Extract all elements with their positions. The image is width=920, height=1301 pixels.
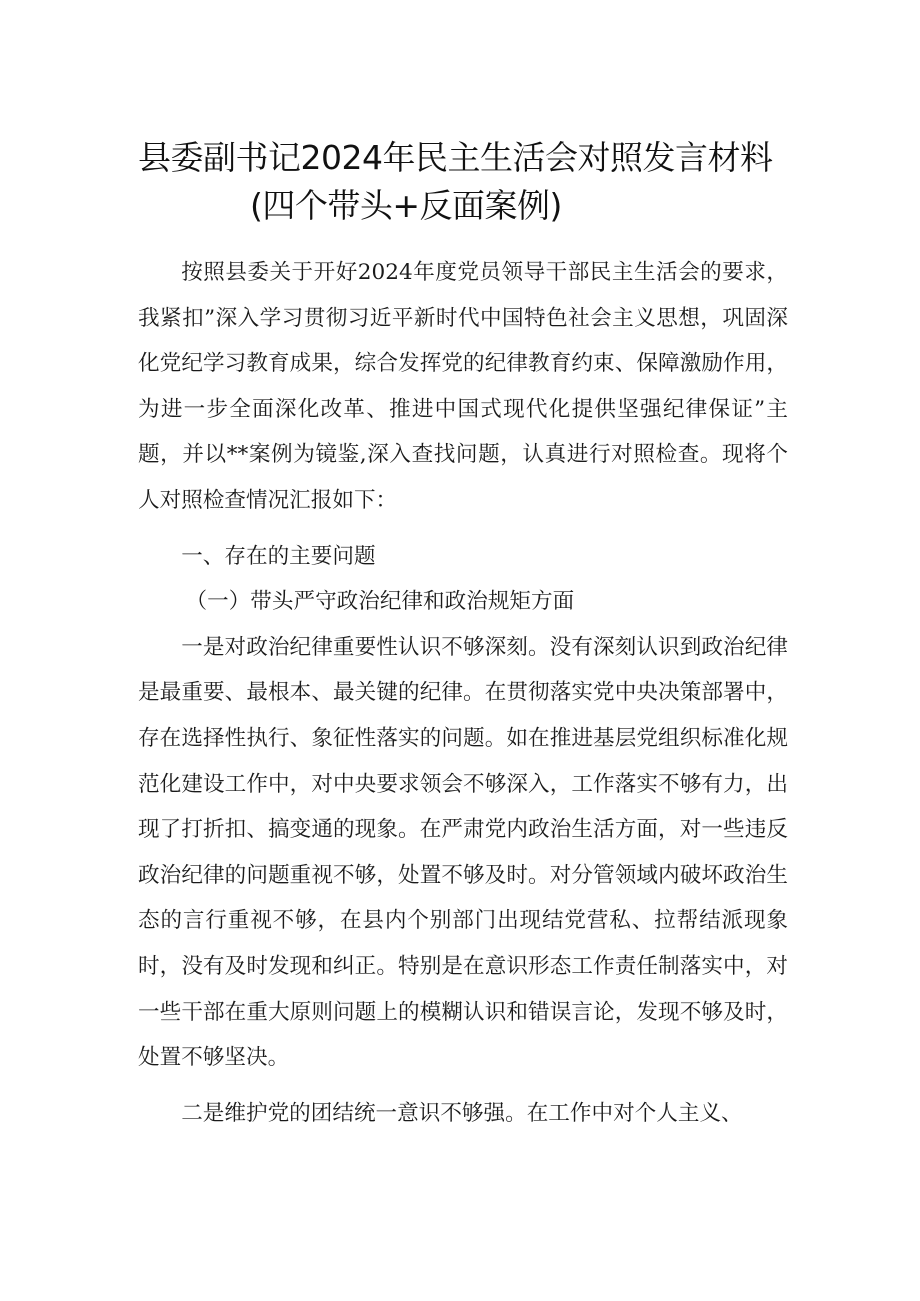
point-paragraph-1: 一是对政治纪律重要性认识不够深刻。没有深刻认识到政治纪律是最重要、最根本、最关键的纪律。在贯彻落实党中央决策部署中，存在选择性执行、象征性落实的问题。如在推进基层党组织标准化规范化建设工作中，对中央要求领会不够深入，工作落实不够有力，出现了打折扣、搞变通的现象。在严肃党内政治生活方面，对一些违反政治纪律的问题重视不够，处置不够及时。对分管领域内破坏政治生态的言行重视不够，在县内个别部门出现结党营私、拉帮结派现象时，没有及时发现和纠正。特别是在意识形态工作责任制落实中，对一些干部在重大原则问题上的模糊认识和错误言论，发现不够及时，处置不够坚决。	[138, 634, 788, 1071]
subsection-heading-1: （一）带头严守政治纪律和政治规矩方面	[185, 589, 575, 615]
title-line-2: (四个带头+反面案例)	[250, 186, 562, 226]
title-line-1: 县委副书记2024年民主生活会对照发言材料	[138, 138, 773, 178]
document-body	[138, 250, 788, 1136]
section-heading-1: 一、存在的主要问题	[181, 543, 376, 569]
point-paragraph-2: 二是维护党的团结统一意识不够强。在工作中对个人主义、	[181, 1100, 743, 1126]
intro-paragraph: 按照县委关于开好2024年度党员领导干部民主生活会的要求，我紧扣”深入学习贯彻习近平新时代中国特色社会主义思想，巩固深化党纪学习教育成果，综合发挥党的纪律教育约束、保障激励作用，为进一步全面深化改革、推进中国式现代化提供坚强纪律保证”主题，并以**案例为镜鉴,深入查找问题，认真进行对照检查。现将个人对照检查情况汇报如下：	[138, 260, 788, 513]
document-title	[138, 134, 858, 230]
